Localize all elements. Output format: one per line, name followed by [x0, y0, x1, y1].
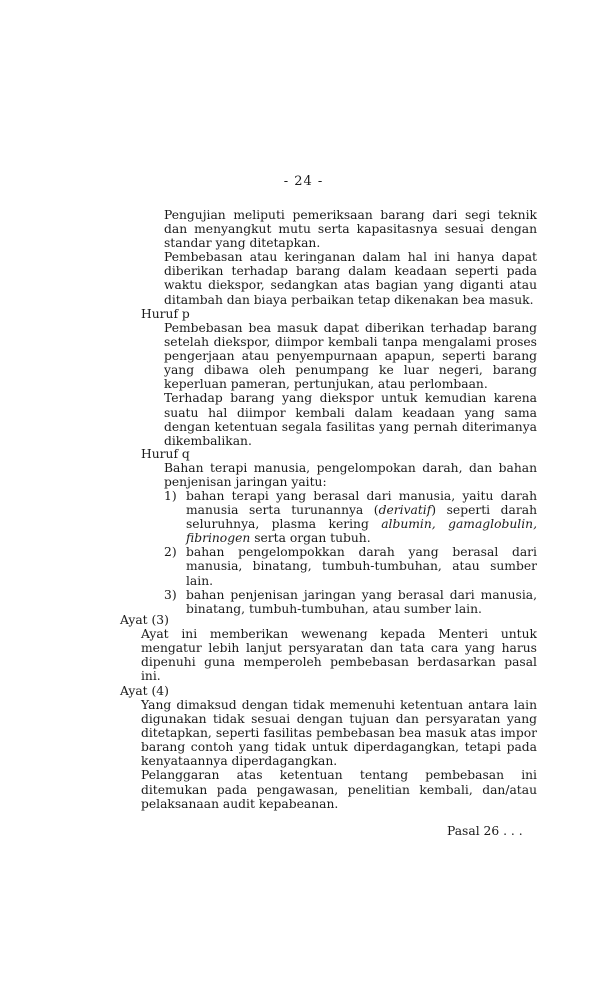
- intro-paragraph-1: Pengujian meliputi pemeriksaan barang dari segi teknik dan menyangkut mutu serta kapasitasnya sesuai dengan standar yang ditetapkan.: [164, 208, 537, 251]
- list-item-text: bahan penjenisan jaringan yang berasal dari manusia, binatang, tumbuh-tumbuhan, atau sumber lain.: [186, 587, 537, 616]
- intro-section: [164, 208, 537, 307]
- ayat-4-label: Ayat (4): [120, 684, 169, 698]
- ayat-4-section: [141, 698, 537, 811]
- huruf-q-list: [164, 489, 537, 616]
- huruf-q-label: Huruf q: [141, 447, 190, 461]
- list-item-number: 2): [164, 545, 177, 560]
- ayat-3-label: Ayat (3): [120, 613, 169, 627]
- list-item-number: 3): [164, 587, 177, 602]
- ayat-4-paragraph-1: Yang dimaksud dengan tidak memenuhi ketentuan antara lain digunakan tidak sesuai dengan tujuan dan persyaratan yang ditetapkan, seperti fasilitas pembebasan bea masuk atas impor barang contoh yang tidak untuk diperdagangkan, tetapi pada kenyataannya diperdagangkan.: [141, 698, 537, 769]
- huruf-p-paragraph-2: Terhadap barang yang diekspor untuk kemudian karena suatu hal diimpor kembali dalam keadaan yang sama dengan ketentuan segala fasilitas yang pernah diterimanya dikembalikan.: [164, 391, 537, 448]
- page-number: - 24 -: [283, 174, 324, 189]
- list-item-number: 1): [164, 489, 177, 503]
- list-item-text: bahan pengelompokkan darah yang berasal dari manusia, binatang, tumbuh-tumbuhan, atau sumber lain.: [186, 545, 537, 588]
- list-item: [164, 489, 537, 545]
- list-item: [164, 545, 537, 587]
- list-item-text: bahan terapi yang berasal dari manusia, yaitu darah manusia serta turunannya (derivatif) seperti darah seluruhnya, plasma kering albumin, gamaglobulin, fibrinogen serta organ tubuh.: [186, 489, 537, 546]
- ayat-3-text: Ayat ini memberikan wewenang kepada Menteri untuk mengatur lebih lanjut persyaratan dan tata cara yang harus dipenuhi guna memperoleh pembebasan berdasarkan pasal ini.: [141, 627, 537, 684]
- intro-paragraph-2: Pembebasan atau keringanan dalam hal ini hanya dapat diberikan terhadap barang dalam keadaan seperti pada waktu diekspor, sedangkan atas bagian yang diganti atau ditambah dan biaya perbaikan tetap dikenakan bea masuk.: [164, 250, 537, 307]
- huruf-p-label: Huruf p: [141, 307, 190, 321]
- ayat-4-paragraph-2: Pelanggaran atas ketentuan tentang pembebasan ini ditemukan pada pengawasan, penelitian kembali, dan/atau pelaksanaan audit kepabeanan.: [141, 768, 537, 811]
- list-item: [164, 588, 537, 616]
- continuation-footer: Pasal 26 . . .: [447, 824, 523, 838]
- huruf-p-section: [164, 321, 537, 448]
- huruf-p-paragraph-1: Pembebasan bea masuk dapat diberikan terhadap barang setelah diekspor, diimpor kembali tanpa mengalami proses pengerjaan atau penyempurnaan apapun, seperti barang yang dibawa oleh penumpang ke luar negeri, barang keperluan pameran, pertunjukan, atau perlombaan.: [164, 321, 537, 392]
- huruf-q-intro: Bahan terapi manusia, pengelompokan darah, dan bahan penjenisan jaringan yaitu:: [164, 461, 537, 490]
